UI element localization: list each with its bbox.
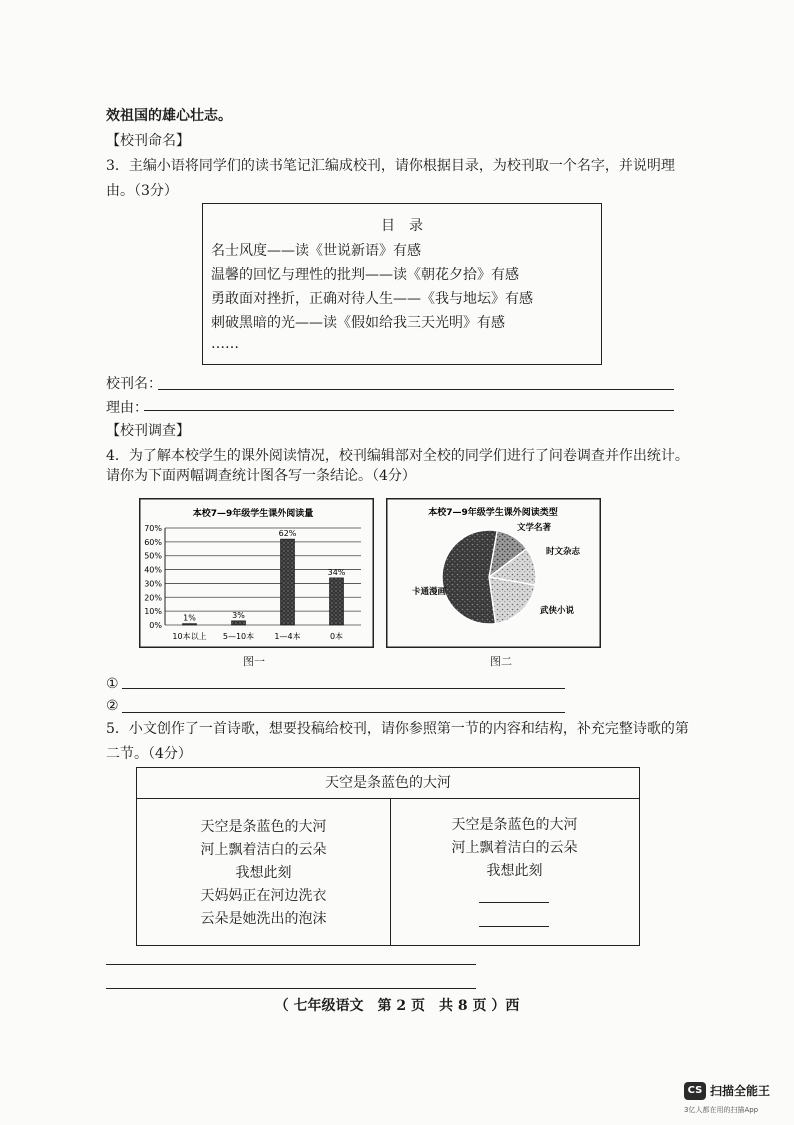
poem-title-row [137, 768, 639, 799]
bar-x-tick-label: 10本以上 [172, 632, 207, 641]
figure-1-caption: 图一 [243, 655, 265, 668]
answer-1-marker: ① [106, 676, 119, 692]
page-footer: （ 七年级语文 第 2 页 共 8 页 ）西 [274, 998, 520, 1014]
table-of-contents-box [202, 203, 602, 365]
bar-y-tick-label: 0% [149, 621, 162, 630]
stanza-1-line: 河上飘着洁白的云朵 [200, 842, 327, 858]
q3-prompt-line1: 3．主编小语将同学们的读书笔记汇编成校刊，请你根据目录，为校刊取一个名字，并说明理 [106, 158, 675, 174]
bar-y-tick-label: 70% [144, 524, 162, 533]
toc-title: 目 录 [381, 218, 423, 234]
q4-prompt-line1: 4．为了解本校学生的课外阅读情况，校刊编辑部对全校的同学们进行了问卷调查并作出统计。 [106, 448, 689, 464]
pie-chart-title: 本校7—9年级学生课外阅读类型 [428, 508, 558, 518]
section-heading-naming: 【校刊命名】 [106, 133, 190, 149]
stanza-1-line: 云朵是她洗出的泡沫 [200, 911, 327, 927]
stanza-1-line: 天妈妈正在河边洗衣 [200, 888, 327, 904]
section-heading-survey: 【校刊调查】 [106, 423, 190, 439]
pie-slice-label: 武侠小说 [540, 606, 575, 616]
answer-2-marker: ② [106, 698, 119, 714]
toc-item: …… [211, 336, 239, 352]
scanner-logo-icon: CS [684, 1082, 706, 1100]
scanner-tagline: 3亿人都在用的扫描App [684, 1106, 759, 1114]
intro-line: 效祖国的雄心壮志。 [106, 108, 232, 124]
stanza-2-line: 河上飘着洁白的云朵 [451, 840, 578, 856]
q5-answer-line[interactable] [106, 964, 476, 965]
bar-4 [330, 578, 344, 625]
bar-data-label: 62% [278, 529, 297, 539]
bar-2 [232, 621, 246, 625]
stanza-2-line: 我想此刻 [486, 863, 543, 879]
bar-3 [281, 539, 295, 625]
bar-data-label: 1% [183, 613, 196, 623]
bar-x-tick-label: 1—4本 [274, 632, 301, 641]
q4-prompt-line2: 请你为下面两幅调查统计图各写一条结论。（4分） [106, 468, 416, 484]
journal-name-label: 校刊名： [106, 376, 162, 392]
reason-label: 理由： [106, 400, 148, 416]
bar-chart-reading-amount [139, 498, 374, 648]
toc-item: 刺破黑暗的光——读《假如给我三天光明》有感 [211, 315, 505, 331]
pie-slice-label: 文学名著 [517, 523, 552, 533]
pie-chart-reading-type [386, 498, 601, 648]
toc-item: 勇敢面对挫折，正确对待人生——《我与地坛》有感 [211, 291, 533, 307]
bar-y-tick-label: 20% [144, 593, 162, 603]
pie-slice-4 [442, 530, 497, 624]
bar-1 [183, 624, 197, 625]
bar-y-tick-label: 50% [144, 551, 162, 561]
scanner-brand: 扫描全能王 [710, 1084, 771, 1098]
figure-2-caption: 图二 [490, 655, 512, 668]
pie-slice-label: 时文杂志 [546, 547, 581, 557]
bar-data-label: 3% [232, 610, 245, 620]
stanza-2-blank-line[interactable] [479, 926, 549, 927]
bar-y-tick-label: 40% [144, 565, 162, 575]
bar-chart-title: 本校7—9年级学生课外阅读量 [192, 509, 314, 519]
pie-slice-label: 卡通漫画 [412, 587, 447, 597]
stanza-2-line: 天空是条蓝色的大河 [451, 817, 578, 833]
poem-table [136, 767, 640, 946]
poem-title: 天空是条蓝色的大河 [325, 775, 451, 791]
bar-y-tick-label: 30% [144, 579, 162, 589]
q5-answer-line[interactable] [106, 988, 476, 989]
bar-data-label: 34% [327, 567, 346, 577]
toc-item: 名士风度——读《世说新语》有感 [211, 243, 421, 259]
q5-prompt-line2: 二节。（4分） [106, 746, 192, 762]
stanza-2-blank-line[interactable] [479, 902, 549, 903]
bar-y-tick-label: 10% [144, 607, 162, 617]
toc-item: 温馨的回忆与理性的批判——读《朝花夕拾》有感 [211, 267, 519, 283]
reason-answer-line[interactable] [144, 410, 674, 411]
bar-y-tick-label: 60% [144, 537, 162, 547]
answer-1-line[interactable] [122, 688, 565, 689]
q3-prompt-line2: 由。（3分） [106, 183, 178, 199]
pie-slice-3 [489, 577, 535, 624]
stanza-1-line: 天空是条蓝色的大河 [200, 819, 327, 835]
answer-2-line[interactable] [122, 712, 565, 713]
bar-x-tick-label: 0本 [329, 632, 344, 641]
journal-name-answer-line[interactable] [158, 389, 674, 390]
stanza-1-line: 我想此刻 [235, 865, 292, 881]
q5-prompt-line1: 5．小文创作了一首诗歌，想要投稿给校刊，请你参照第一节的内容和结构，补充完整诗歌的第 [106, 721, 689, 737]
bar-x-tick-label: 5—10本 [222, 632, 255, 641]
